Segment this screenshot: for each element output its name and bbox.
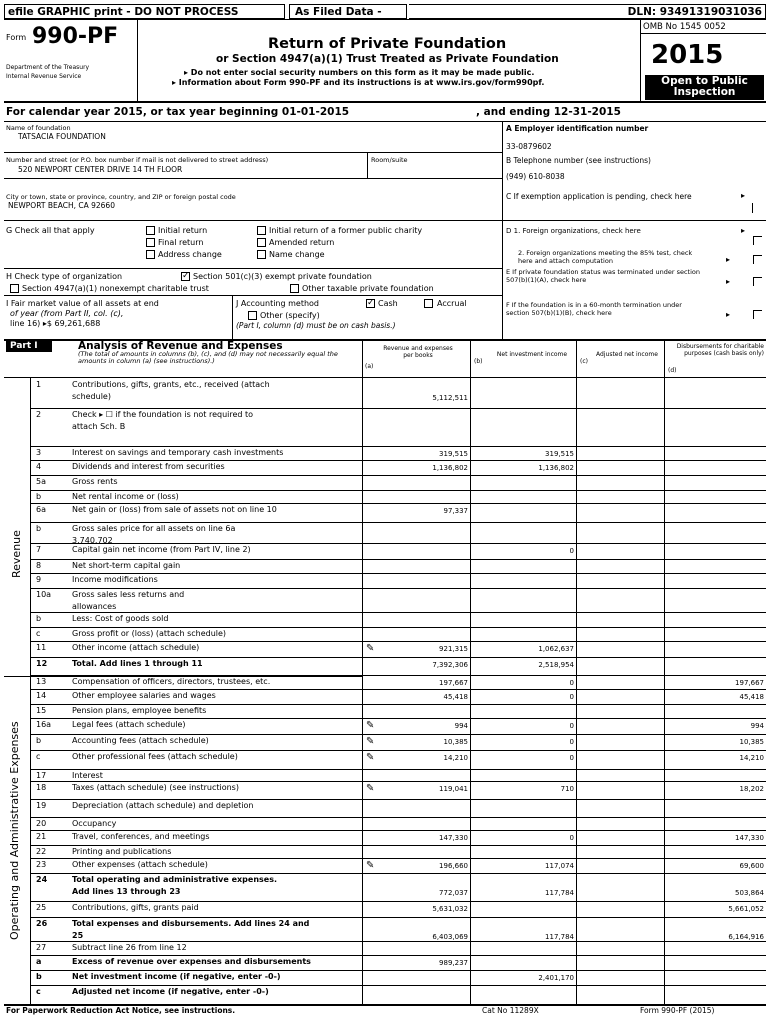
col-b-value: 1,136,802 [538, 464, 574, 472]
i-line3: line 16) ▸$ 69,261,688 [10, 319, 101, 328]
efile-text: efile GRAPHIC print - DO NOT PROCESS [8, 6, 239, 18]
col-d-value: 994 [750, 722, 764, 730]
line-description: Subtract line 26 from line 12 [72, 943, 187, 952]
row-divider [30, 559, 766, 560]
other-taxable-checkbox[interactable] [290, 284, 299, 293]
line-number: 7 [36, 545, 42, 554]
line-description: Net rental income or (loss) [72, 492, 179, 501]
col-d-value: 147,330 [735, 834, 764, 842]
form-number: 990-PF [32, 24, 119, 49]
col-b-value: 0 [569, 834, 574, 842]
attachment-icon[interactable]: ✎ [366, 752, 375, 763]
row-divider [30, 627, 766, 628]
line-description: Income modifications [72, 575, 158, 584]
line-number: 10a [36, 590, 52, 599]
row-divider [30, 641, 766, 642]
form-title: Return of Private Foundation [268, 36, 507, 52]
dept-treasury: Department of the Treasury [6, 64, 90, 71]
line-description: Printing and publications [72, 847, 172, 856]
line-number: b [36, 736, 42, 745]
revenue-side-label: Revenue [10, 530, 23, 578]
line-description: Capital gain net income (from Part IV, line 2) [72, 545, 251, 554]
col-b-value: 117,074 [545, 862, 574, 870]
col-b-value: 1,062,637 [538, 645, 574, 653]
dln-banner [409, 4, 766, 19]
col-d-value: 503,864 [735, 889, 764, 897]
j-label: J Accounting method [236, 299, 320, 308]
line-description: Legal fees (attach schedule) [72, 720, 186, 729]
line-number: b [36, 492, 42, 501]
part1-desc: (The total of amounts in columns (b), (c), and (d) may not necessarily equal the amounts in column (a) (see instructions).) [78, 350, 338, 365]
amended-return-label: Amended return [269, 238, 335, 247]
col-a-value: 1,136,802 [432, 464, 468, 472]
501c3-label: Section 501(c)(3) exempt private foundation [193, 272, 372, 281]
c-arrow-icon: ▸ [741, 191, 746, 200]
row-divider [30, 408, 766, 409]
f-label: F If the foundation is in a 60-month termination under section 507(b)(1)(B), check here [506, 301, 682, 317]
line-number: 23 [36, 860, 47, 869]
line-description: Total expenses and disbursements. Add lines 24 and [72, 919, 310, 928]
row-divider [30, 750, 766, 751]
f-checkbox[interactable] [753, 310, 762, 319]
line-number: 17 [36, 771, 47, 780]
line-description: Dividends and interest from securities [72, 462, 225, 471]
row-divider [30, 845, 766, 846]
col-b-value: 0 [569, 693, 574, 701]
row-divider [30, 543, 766, 544]
footer-form: Form 990-PF (2015) [640, 1006, 715, 1015]
line-number: 2 [36, 410, 42, 419]
row-divider [30, 769, 766, 770]
row-divider [30, 985, 766, 986]
col-a-value: 14,210 [443, 754, 468, 762]
col-d-value: 69,600 [739, 862, 764, 870]
initial-return-checkbox[interactable] [146, 226, 155, 235]
line-number: 1 [36, 380, 42, 389]
line-description-cont: 25 [72, 931, 84, 940]
name-change-checkbox[interactable] [257, 250, 266, 259]
col-a-value: 97,337 [443, 507, 468, 515]
line-description: Pension plans, employee benefits [72, 706, 207, 715]
col-a-value: 772,037 [439, 889, 468, 897]
line-description: Contributions, gifts, grants paid [72, 903, 199, 912]
col-a-value: 989,237 [439, 959, 468, 967]
row-divider [30, 475, 766, 476]
line-number: 25 [36, 903, 47, 912]
line-description: Interest [72, 771, 103, 780]
e-checkbox[interactable] [753, 277, 762, 286]
line-description: Adjusted net income (if negative, enter -0-) [72, 987, 269, 996]
info-note: ▸ Information about Form 990-PF and its instructions is at www.irs.gov/form990pf. [172, 78, 545, 87]
col-a-value: 119,041 [439, 785, 468, 793]
line-description: Total. Add lines 1 through 11 [72, 659, 203, 668]
d2-checkbox[interactable] [753, 255, 762, 264]
ein-label: A Employer identification number [506, 124, 649, 133]
col-a-value: 319,515 [439, 450, 468, 458]
line-number: 26 [36, 919, 48, 928]
line-description-cont: 3,740,702 [72, 536, 113, 545]
footer-cat: Cat No 11289X [482, 1006, 539, 1015]
line-number: a [36, 957, 42, 966]
foundation-name: TATSACIA FOUNDATION [18, 132, 106, 141]
col-a-value: 5,631,032 [432, 905, 468, 913]
line-number: 11 [36, 643, 47, 652]
line-number: 4 [36, 462, 42, 471]
col-d-value: 197,667 [735, 679, 764, 687]
accrual-checkbox[interactable] [424, 299, 433, 308]
row-divider [30, 446, 766, 447]
g-label: G Check all that apply [6, 226, 95, 235]
line-description: Gross sales price for all assets on line 6a [72, 524, 236, 533]
col-c-header: Adjusted net income [596, 351, 658, 358]
city-value: NEWPORT BEACH, CA 92660 [8, 201, 115, 210]
row-divider [30, 781, 766, 782]
phone-label: B Telephone number (see instructions) [506, 156, 651, 165]
line-description: Occupancy [72, 819, 117, 828]
address-change-label: Address change [158, 250, 222, 259]
line-number: 21 [36, 832, 47, 841]
line-description: Excess of revenue over expenses and disbursements [72, 957, 311, 966]
line-number: 22 [36, 847, 47, 856]
attachment-icon[interactable]: ✎ [366, 860, 375, 871]
col-b-value: 117,784 [545, 889, 574, 897]
col-a-value: 7,392,306 [432, 661, 468, 669]
row-divider [30, 704, 766, 705]
j-note: (Part I, column (d) must be on cash basis.) [236, 321, 396, 330]
d1-label: D 1. Foreign organizations, check here [506, 227, 641, 235]
row-divider [30, 901, 766, 902]
line-description-cont: schedule) [72, 392, 111, 401]
line-number: 14 [36, 691, 47, 700]
col-b-value: 2,518,954 [538, 661, 574, 669]
501c3-checkbox[interactable]: ✓ [182, 271, 190, 281]
row-divider [30, 675, 766, 676]
city-label: City or town, state or province, country, and ZIP or foreign postal code [6, 193, 236, 201]
former-charity-label: Initial return of a former public charity [269, 226, 423, 235]
line-description: Total operating and administrative expenses. [72, 875, 277, 884]
row-divider [30, 718, 766, 719]
line-number: b [36, 524, 42, 533]
e-label: E If private foundation status was terminated under section 507(b)(1)(A), check here [506, 268, 701, 284]
line-number: 20 [36, 819, 47, 828]
row-divider [30, 612, 766, 613]
attachment-icon[interactable]: ✎ [366, 783, 375, 794]
col-b-value: 2,401,170 [538, 974, 574, 982]
line-number: 9 [36, 575, 42, 584]
col-d-value: 10,385 [739, 738, 764, 746]
col-a-tag: (a) [365, 363, 374, 370]
form-label: Form [6, 33, 27, 42]
line-description: Compensation of officers, directors, trustees, etc. [72, 677, 271, 686]
line-description: Taxes (attach schedule) (see instructions) [72, 783, 239, 792]
i-line2: of year (from Part II, col. (c), [10, 309, 124, 318]
line-description: Other professional fees (attach schedule) [72, 752, 238, 761]
line-number: 15 [36, 706, 47, 715]
line-number: c [36, 987, 41, 996]
phone-value: (949) 610-8038 [506, 172, 565, 181]
col-a-value: 994 [454, 722, 468, 730]
line-description-cont: attach Sch. B [72, 422, 126, 431]
open-inspection-box [645, 75, 764, 100]
col-d-value: 45,418 [739, 693, 764, 701]
other-method-checkbox[interactable] [248, 311, 257, 320]
attachment-icon[interactable]: ✎ [366, 720, 375, 731]
row-divider [30, 460, 766, 461]
c-label: C If exemption application is pending, check here [506, 192, 692, 201]
col-b-value: 319,515 [545, 450, 574, 458]
part1-tag: Part I [6, 341, 52, 352]
col-b-value: 710 [560, 785, 574, 793]
cash-checkbox[interactable]: ✓ [367, 298, 375, 308]
row-divider [30, 588, 766, 589]
d1-checkbox[interactable] [753, 236, 762, 245]
col-a-value: 45,418 [443, 693, 468, 701]
tax-year: 2015 [651, 40, 724, 70]
line-description: Net investment income (if negative, enter -0-) [72, 972, 281, 981]
ein-value: 33-0879602 [506, 142, 552, 151]
row-divider [30, 858, 766, 859]
amended-return-checkbox[interactable] [257, 238, 266, 247]
row-divider [30, 689, 766, 690]
line-description: Interest on savings and temporary cash investments [72, 448, 284, 457]
omb-number: OMB No 1545 0052 [643, 22, 726, 32]
row-divider [30, 522, 766, 523]
d1-arrow-icon: ▸ [741, 226, 746, 235]
line-description: Check ▸ ☐ if the foundation is not required to [72, 410, 254, 419]
footer-paperwork: For Paperwork Reduction Act Notice, see instructions. [6, 1006, 236, 1015]
row-divider [30, 941, 766, 942]
calendar-end: , and ending 12-31-2015 [476, 106, 621, 118]
irs-label: Internal Revenue Service [6, 73, 82, 80]
col-a-value: 6,403,069 [432, 933, 468, 941]
line-description: Accounting fees (attach schedule) [72, 736, 209, 745]
line-description: Travel, conferences, and meetings [72, 832, 210, 841]
part1-title: Analysis of Revenue and Expenses [78, 340, 283, 352]
accrual-label: Accrual [437, 299, 467, 308]
expenses-side-label: Operating and Administrative Expenses [8, 721, 21, 940]
col-c-tag: (c) [580, 358, 588, 365]
line-number: 19 [36, 801, 47, 810]
col-a-header: Revenue and expenses per books [383, 345, 453, 359]
other-method-label: Other (specify) [260, 311, 320, 320]
col-d-tag: (d) [668, 367, 677, 374]
row-divider [30, 917, 766, 918]
line-description: Depreciation (attach schedule) and depletion [72, 801, 254, 810]
row-divider [30, 799, 766, 800]
line-description: Gross profit or (loss) (attach schedule) [72, 629, 227, 638]
col-d-header: Disbursements for charitable purposes (cash basis only) [676, 343, 764, 357]
col-b-tag: (b) [474, 358, 483, 365]
line-description: Gross rents [72, 477, 118, 486]
4947-checkbox[interactable] [10, 284, 19, 293]
f-arrow-icon: ▸ [726, 310, 731, 319]
street-label: Number and street (or P.O. box number if mail is not delivered to street address) [6, 156, 269, 164]
row-divider [30, 490, 766, 491]
attachment-icon[interactable]: ✎ [366, 736, 375, 747]
row-divider [30, 573, 766, 574]
col-b-header: Net investment income [496, 351, 568, 358]
line-number: 27 [36, 943, 47, 952]
col-b-value: 0 [569, 722, 574, 730]
col-a-value: 196,660 [439, 862, 468, 870]
col-a-value: 10,385 [443, 738, 468, 746]
line-description: Contributions, gifts, grants, etc., received (attach [72, 380, 270, 389]
line-number: 24 [36, 875, 48, 884]
line-description: Other expenses (attach schedule) [72, 860, 208, 869]
line-description: Net short-term capital gain [72, 561, 181, 570]
line-number: c [36, 752, 41, 761]
name-change-label: Name change [269, 250, 325, 259]
final-return-checkbox[interactable] [146, 238, 155, 247]
d2-arrow-icon: ▸ [726, 255, 731, 264]
other-taxable-label: Other taxable private foundation [302, 284, 434, 293]
form-subtitle: or Section 4947(a)(1) Trust Treated as Private Foundation [216, 53, 559, 65]
former-charity-checkbox[interactable] [257, 226, 266, 235]
calendar-begin: For calendar year 2015, or tax year beginning 01-01-2015 [6, 106, 350, 118]
col-b-value: 0 [569, 679, 574, 687]
attachment-icon[interactable]: ✎ [366, 643, 375, 654]
line-description-cont: Add lines 13 through 23 [72, 887, 181, 896]
row-divider [30, 734, 766, 735]
initial-return-label: Initial return [158, 226, 208, 235]
col-a-value: 921,315 [439, 645, 468, 653]
col-d-value: 5,661,052 [728, 905, 764, 913]
h-label: H Check type of organization [6, 272, 123, 281]
row-divider [30, 503, 766, 504]
row-divider [30, 955, 766, 956]
line-number: 6a [36, 505, 46, 514]
line-description: Other employee salaries and wages [72, 691, 216, 700]
line-number: 5a [36, 477, 46, 486]
row-divider [30, 830, 766, 831]
col-b-value: 0 [569, 547, 574, 555]
filed-text: As Filed Data - [295, 6, 382, 18]
open-line1: Open to Public [661, 75, 748, 87]
col-a-value: 5,112,511 [432, 394, 468, 402]
d2-label: 2. Foreign organizations meeting the 85% test, check here and attach computation [518, 249, 693, 265]
i-line1: I Fair market value of all assets at end [6, 299, 159, 308]
line-number: b [36, 614, 42, 623]
cash-label: Cash [378, 299, 398, 308]
row-divider [30, 817, 766, 818]
row-divider [30, 657, 766, 658]
line-number: 3 [36, 448, 42, 457]
line-description: Gross sales less returns and [72, 590, 185, 599]
line-number: c [36, 629, 41, 638]
col-d-value: 18,202 [739, 785, 764, 793]
col-a-value: 147,330 [439, 834, 468, 842]
col-a-value: 197,667 [439, 679, 468, 687]
col-b-value: 0 [569, 754, 574, 762]
line-description-cont: allowances [72, 602, 117, 611]
line-description: Less: Cost of goods sold [72, 614, 169, 623]
line-description: Net gain or (loss) from sale of assets not on line 10 [72, 505, 277, 514]
line-description: Other income (attach schedule) [72, 643, 200, 652]
row-divider [30, 970, 766, 971]
4947-label: Section 4947(a)(1) nonexempt charitable trust [22, 284, 209, 293]
line-number: 8 [36, 561, 42, 570]
row-divider [30, 873, 766, 874]
line-number: 12 [36, 659, 48, 668]
address-change-checkbox[interactable] [146, 250, 155, 259]
line-number: b [36, 972, 42, 981]
e-arrow-icon: ▸ [726, 277, 731, 286]
ssn-note: ▸ Do not enter social security numbers on this form as it may be made public. [184, 68, 535, 77]
name-label: Name of foundation [6, 124, 71, 132]
col-b-value: 0 [569, 738, 574, 746]
line-number: 16a [36, 720, 52, 729]
line-number: 18 [36, 783, 47, 792]
street-value: 520 NEWPORT CENTER DRIVE 14 TH FLOOR [18, 165, 183, 174]
line-number: 13 [36, 677, 47, 686]
room-label: Room/suite [371, 156, 408, 164]
final-return-label: Final return [158, 238, 204, 247]
col-d-value: 6,164,916 [728, 933, 764, 941]
open-line2: Inspection [673, 86, 736, 98]
efile-banner [4, 4, 285, 19]
col-b-value: 117,784 [545, 933, 574, 941]
filed-banner [289, 4, 407, 19]
dln-text: DLN: 93491319031036 [627, 6, 762, 18]
col-d-value: 14,210 [739, 754, 764, 762]
